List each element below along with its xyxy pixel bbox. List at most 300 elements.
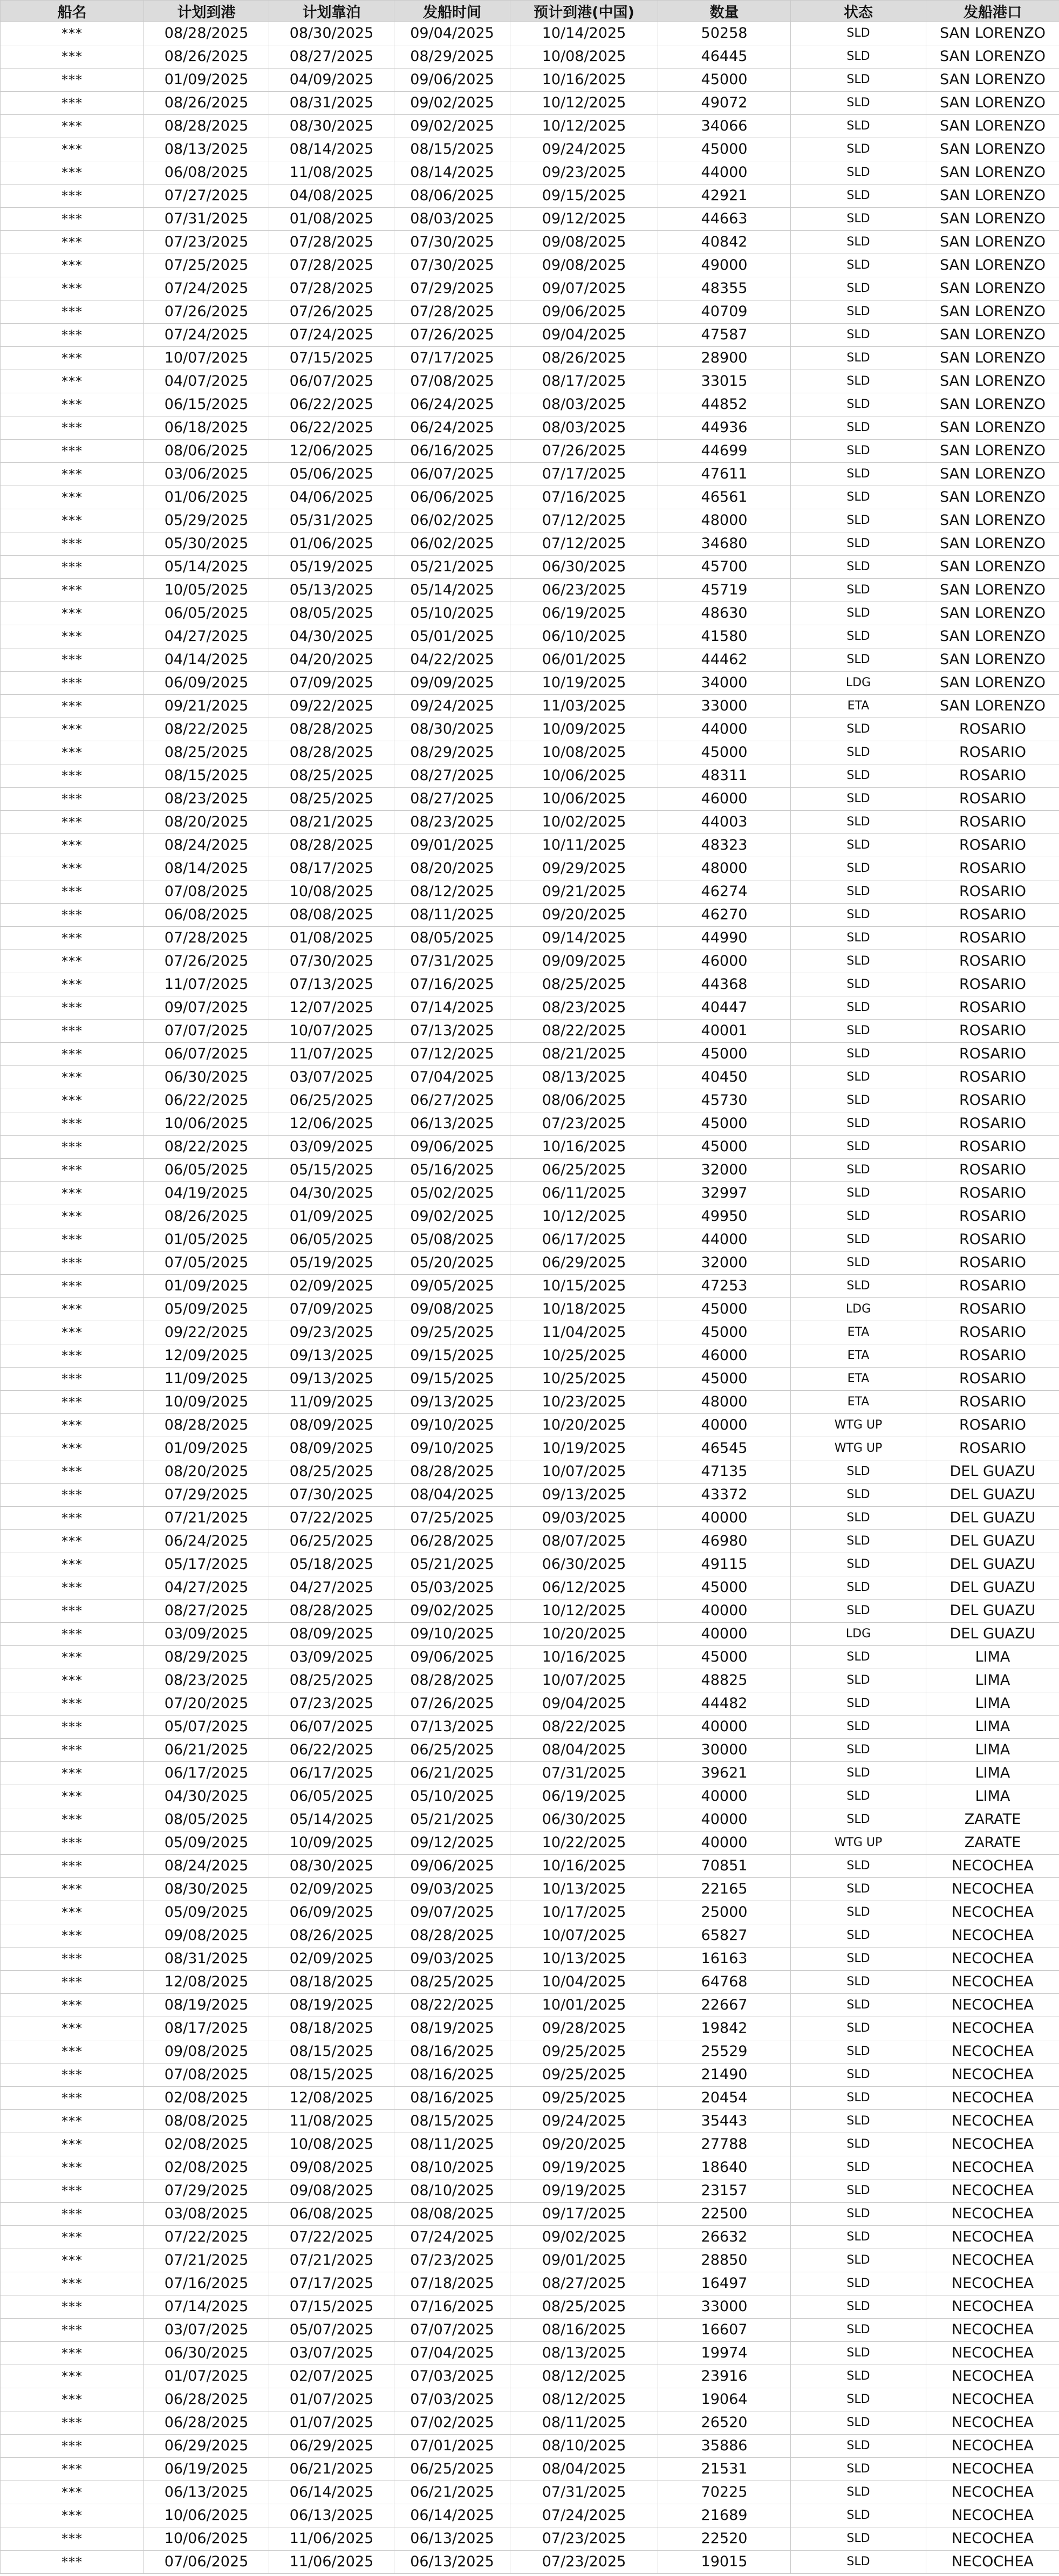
planned-berthing-cell: 08/09/2025 (269, 1437, 394, 1460)
table-row (1, 695, 1059, 718)
eta-china-cell: 10/04/2025 (510, 1971, 658, 1994)
status-cell: SLD (791, 602, 926, 625)
departure-date-cell: 08/10/2025 (394, 2156, 510, 2179)
planned-arrival-cell: 08/22/2025 (144, 718, 269, 741)
eta-china-cell: 10/11/2025 (510, 834, 658, 857)
departure-port-cell: NECOCHEA (926, 2040, 1059, 2063)
eta-china-cell: 08/07/2025 (510, 1530, 658, 1553)
planned-berthing-cell: 04/30/2025 (269, 1182, 394, 1205)
departure-date-cell: 08/15/2025 (394, 138, 510, 161)
column-header-planned-berthing: 计划靠泊 (269, 1, 394, 22)
quantity-cell: 70225 (658, 2481, 791, 2504)
status-cell: SLD (791, 834, 926, 857)
quantity-cell: 50258 (658, 22, 791, 45)
status-cell: SLD (791, 2481, 926, 2504)
status-cell: SLD (791, 2156, 926, 2179)
status-cell: SLD (791, 2342, 926, 2365)
departure-date-cell: 05/14/2025 (394, 579, 510, 602)
table-row (1, 1368, 1059, 1391)
table-row (1, 370, 1059, 393)
vessel-name-cell: *** (1, 1623, 144, 1646)
planned-berthing-cell: 08/15/2025 (269, 2040, 394, 2063)
status-cell: SLD (791, 2017, 926, 2040)
status-cell: SLD (791, 22, 926, 45)
status-cell: WTG UP (791, 1437, 926, 1460)
departure-date-cell: 09/06/2025 (394, 69, 510, 92)
vessel-name-cell: *** (1, 1275, 144, 1298)
eta-china-cell: 07/12/2025 (510, 532, 658, 556)
status-cell: SLD (791, 1600, 926, 1623)
status-cell: SLD (791, 92, 926, 115)
quantity-cell: 21531 (658, 2458, 791, 2481)
departure-port-cell: ROSARIO (926, 857, 1059, 880)
planned-arrival-cell: 09/08/2025 (144, 1924, 269, 1948)
status-cell: SLD (791, 277, 926, 300)
table-row (1, 788, 1059, 811)
departure-date-cell: 06/25/2025 (394, 2458, 510, 2481)
table-row (1, 2110, 1059, 2133)
planned-berthing-cell: 06/13/2025 (269, 2504, 394, 2527)
vessel-name-cell: *** (1, 788, 144, 811)
vessel-name-cell: *** (1, 2017, 144, 2040)
departure-port-cell: ROSARIO (926, 1391, 1059, 1414)
quantity-cell: 46000 (658, 1344, 791, 1368)
planned-arrival-cell: 07/31/2025 (144, 208, 269, 231)
eta-china-cell: 09/01/2025 (510, 2249, 658, 2272)
planned-arrival-cell: 06/30/2025 (144, 2342, 269, 2365)
departure-port-cell: NECOCHEA (926, 1924, 1059, 1948)
table-row (1, 2179, 1059, 2203)
table-row (1, 1507, 1059, 1530)
table-row (1, 45, 1059, 69)
departure-date-cell: 09/25/2025 (394, 1321, 510, 1344)
planned-berthing-cell: 02/09/2025 (269, 1878, 394, 1901)
planned-arrival-cell: 07/07/2025 (144, 1020, 269, 1043)
status-cell: SLD (791, 69, 926, 92)
departure-port-cell: NECOCHEA (926, 1948, 1059, 1971)
vessel-name-cell: *** (1, 2527, 144, 2551)
departure-port-cell: SAN LORENZO (926, 277, 1059, 300)
quantity-cell: 40000 (658, 1785, 791, 1808)
vessel-name-cell: *** (1, 1205, 144, 1228)
status-cell: SLD (791, 324, 926, 347)
departure-port-cell: NECOCHEA (926, 2435, 1059, 2458)
status-cell: SLD (791, 718, 926, 741)
vessel-name-cell: *** (1, 1252, 144, 1275)
status-cell: SLD (791, 880, 926, 904)
vessel-name-cell: *** (1, 1600, 144, 1623)
planned-berthing-cell: 09/08/2025 (269, 2156, 394, 2179)
vessel-name-cell: *** (1, 1066, 144, 1089)
status-cell: SLD (791, 1460, 926, 1484)
vessel-name-cell: *** (1, 2435, 144, 2458)
planned-berthing-cell: 01/07/2025 (269, 2411, 394, 2435)
status-cell: SLD (791, 2435, 926, 2458)
quantity-cell: 23916 (658, 2365, 791, 2388)
vessel-name-cell: *** (1, 718, 144, 741)
quantity-cell: 48311 (658, 764, 791, 788)
eta-china-cell: 09/21/2025 (510, 880, 658, 904)
planned-arrival-cell: 06/17/2025 (144, 1762, 269, 1785)
quantity-cell: 40842 (658, 231, 791, 254)
eta-china-cell: 10/09/2025 (510, 718, 658, 741)
status-cell: SLD (791, 1043, 926, 1066)
planned-berthing-cell: 07/26/2025 (269, 300, 394, 324)
departure-date-cell: 07/16/2025 (394, 2295, 510, 2319)
departure-port-cell: DEL GUAZU (926, 1484, 1059, 1507)
eta-china-cell: 11/04/2025 (510, 1321, 658, 1344)
table-row (1, 208, 1059, 231)
table-row (1, 1043, 1059, 1066)
eta-china-cell: 10/20/2025 (510, 1414, 658, 1437)
eta-china-cell: 09/29/2025 (510, 857, 658, 880)
eta-china-cell: 10/16/2025 (510, 69, 658, 92)
status-cell: SLD (791, 857, 926, 880)
planned-berthing-cell: 03/09/2025 (269, 1136, 394, 1159)
departure-port-cell: SAN LORENZO (926, 486, 1059, 509)
eta-china-cell: 07/16/2025 (510, 486, 658, 509)
planned-berthing-cell: 07/09/2025 (269, 1298, 394, 1321)
departure-port-cell: ROSARIO (926, 1275, 1059, 1298)
planned-arrival-cell: 06/24/2025 (144, 1530, 269, 1553)
vessel-name-cell: *** (1, 440, 144, 463)
departure-date-cell: 06/02/2025 (394, 532, 510, 556)
eta-china-cell: 09/04/2025 (510, 1692, 658, 1716)
eta-china-cell: 08/06/2025 (510, 1089, 658, 1112)
departure-date-cell: 05/08/2025 (394, 1228, 510, 1252)
departure-date-cell: 08/11/2025 (394, 2133, 510, 2156)
departure-port-cell: SAN LORENZO (926, 69, 1059, 92)
departure-port-cell: SAN LORENZO (926, 695, 1059, 718)
status-cell: SLD (791, 2458, 926, 2481)
planned-arrival-cell: 08/31/2025 (144, 1948, 269, 1971)
eta-china-cell: 08/25/2025 (510, 2295, 658, 2319)
status-cell: SLD (791, 788, 926, 811)
status-cell: SLD (791, 741, 926, 764)
planned-berthing-cell: 04/27/2025 (269, 1576, 394, 1600)
status-cell: SLD (791, 532, 926, 556)
vessel-name-cell: *** (1, 115, 144, 138)
vessel-name-cell: *** (1, 2481, 144, 2504)
departure-date-cell: 09/15/2025 (394, 1344, 510, 1368)
table-row (1, 904, 1059, 927)
quantity-cell: 44462 (658, 648, 791, 672)
planned-berthing-cell: 07/15/2025 (269, 347, 394, 370)
eta-china-cell: 10/16/2025 (510, 1855, 658, 1878)
planned-berthing-cell: 12/08/2025 (269, 2087, 394, 2110)
table-row (1, 1020, 1059, 1043)
status-cell: SLD (791, 556, 926, 579)
planned-berthing-cell: 08/25/2025 (269, 1669, 394, 1692)
quantity-cell: 34066 (658, 115, 791, 138)
planned-berthing-cell: 06/25/2025 (269, 1530, 394, 1553)
planned-arrival-cell: 07/08/2025 (144, 2063, 269, 2087)
eta-china-cell: 09/12/2025 (510, 208, 658, 231)
table-row (1, 277, 1059, 300)
planned-arrival-cell: 09/07/2025 (144, 996, 269, 1020)
eta-china-cell: 06/19/2025 (510, 1785, 658, 1808)
departure-port-cell: NECOCHEA (926, 2527, 1059, 2551)
departure-port-cell: SAN LORENZO (926, 625, 1059, 648)
quantity-cell: 45000 (658, 1368, 791, 1391)
vessel-name-cell: *** (1, 2365, 144, 2388)
departure-port-cell: DEL GUAZU (926, 1600, 1059, 1623)
eta-china-cell: 09/20/2025 (510, 904, 658, 927)
table-row (1, 440, 1059, 463)
table-row (1, 1112, 1059, 1136)
planned-berthing-cell: 08/21/2025 (269, 811, 394, 834)
departure-port-cell: SAN LORENZO (926, 22, 1059, 45)
vessel-name-cell: *** (1, 1994, 144, 2017)
vessel-name-cell: *** (1, 2179, 144, 2203)
departure-date-cell: 08/19/2025 (394, 2017, 510, 2040)
quantity-cell: 35886 (658, 2435, 791, 2458)
quantity-cell: 19015 (658, 2551, 791, 2574)
departure-date-cell: 08/15/2025 (394, 2110, 510, 2133)
table-row (1, 1808, 1059, 1832)
quantity-cell: 44936 (658, 416, 791, 440)
table-row (1, 1252, 1059, 1275)
eta-china-cell: 10/23/2025 (510, 1391, 658, 1414)
table-row (1, 2295, 1059, 2319)
vessel-name-cell: *** (1, 1739, 144, 1762)
departure-date-cell: 08/28/2025 (394, 1924, 510, 1948)
eta-china-cell: 10/13/2025 (510, 1878, 658, 1901)
planned-berthing-cell: 12/07/2025 (269, 996, 394, 1020)
eta-china-cell: 09/13/2025 (510, 1484, 658, 1507)
planned-arrival-cell: 03/07/2025 (144, 2319, 269, 2342)
table-row (1, 532, 1059, 556)
table-row (1, 2156, 1059, 2179)
quantity-cell: 40000 (658, 1832, 791, 1855)
planned-berthing-cell: 10/07/2025 (269, 1020, 394, 1043)
table-row (1, 973, 1059, 996)
departure-port-cell: SAN LORENZO (926, 370, 1059, 393)
planned-arrival-cell: 12/09/2025 (144, 1344, 269, 1368)
status-cell: LDG (791, 1623, 926, 1646)
vessel-name-cell: *** (1, 904, 144, 927)
status-cell: SLD (791, 2388, 926, 2411)
departure-date-cell: 07/30/2025 (394, 231, 510, 254)
quantity-cell: 44000 (658, 718, 791, 741)
departure-date-cell: 09/09/2025 (394, 672, 510, 695)
table-row (1, 2249, 1059, 2272)
status-cell: SLD (791, 1971, 926, 1994)
table-row (1, 2551, 1059, 2574)
quantity-cell: 49000 (658, 254, 791, 277)
vessel-name-cell: *** (1, 1484, 144, 1507)
departure-date-cell: 07/29/2025 (394, 277, 510, 300)
vessel-name-cell: *** (1, 880, 144, 904)
status-cell: SLD (791, 1136, 926, 1159)
status-cell: SLD (791, 1762, 926, 1785)
status-cell: SLD (791, 347, 926, 370)
departure-date-cell: 06/21/2025 (394, 2481, 510, 2504)
vessel-name-cell: *** (1, 509, 144, 532)
quantity-cell: 28850 (658, 2249, 791, 2272)
eta-china-cell: 08/04/2025 (510, 1739, 658, 1762)
quantity-cell: 40000 (658, 1623, 791, 1646)
planned-arrival-cell: 08/24/2025 (144, 1855, 269, 1878)
departure-date-cell: 06/21/2025 (394, 1762, 510, 1785)
status-cell: ETA (791, 1321, 926, 1344)
table-row (1, 393, 1059, 416)
quantity-cell: 44852 (658, 393, 791, 416)
quantity-cell: 32997 (658, 1182, 791, 1205)
planned-arrival-cell: 08/15/2025 (144, 764, 269, 788)
planned-arrival-cell: 07/27/2025 (144, 185, 269, 208)
status-cell: SLD (791, 2249, 926, 2272)
departure-date-cell: 07/18/2025 (394, 2272, 510, 2295)
quantity-cell: 44368 (658, 973, 791, 996)
eta-china-cell: 10/16/2025 (510, 1136, 658, 1159)
table-row (1, 1716, 1059, 1739)
quantity-cell: 16163 (658, 1948, 791, 1971)
planned-arrival-cell: 05/09/2025 (144, 1832, 269, 1855)
table-row (1, 115, 1059, 138)
eta-china-cell: 09/06/2025 (510, 300, 658, 324)
eta-china-cell: 10/12/2025 (510, 1600, 658, 1623)
table-row (1, 2504, 1059, 2527)
vessel-name-cell: *** (1, 1228, 144, 1252)
table-row (1, 1646, 1059, 1669)
planned-berthing-cell: 05/14/2025 (269, 1808, 394, 1832)
departure-port-cell: NECOCHEA (926, 2551, 1059, 2574)
vessel-name-cell: *** (1, 1507, 144, 1530)
status-cell: SLD (791, 1739, 926, 1762)
planned-arrival-cell: 08/14/2025 (144, 857, 269, 880)
table-row (1, 950, 1059, 973)
departure-date-cell: 08/16/2025 (394, 2063, 510, 2087)
vessel-name-cell: *** (1, 69, 144, 92)
status-cell: SLD (791, 1507, 926, 1530)
status-cell: SLD (791, 185, 926, 208)
departure-date-cell: 06/13/2025 (394, 2527, 510, 2551)
eta-china-cell: 10/19/2025 (510, 1437, 658, 1460)
departure-port-cell: ROSARIO (926, 1252, 1059, 1275)
eta-china-cell: 08/13/2025 (510, 1066, 658, 1089)
departure-port-cell: SAN LORENZO (926, 115, 1059, 138)
departure-date-cell: 08/29/2025 (394, 741, 510, 764)
departure-date-cell: 05/01/2025 (394, 625, 510, 648)
planned-berthing-cell: 10/08/2025 (269, 880, 394, 904)
departure-date-cell: 07/03/2025 (394, 2365, 510, 2388)
quantity-cell: 19974 (658, 2342, 791, 2365)
departure-port-cell: NECOCHEA (926, 2458, 1059, 2481)
planned-berthing-cell: 11/06/2025 (269, 2551, 394, 2574)
departure-date-cell: 06/13/2025 (394, 2551, 510, 2574)
departure-date-cell: 08/16/2025 (394, 2040, 510, 2063)
departure-port-cell: NECOCHEA (926, 2272, 1059, 2295)
planned-berthing-cell: 07/24/2025 (269, 324, 394, 347)
eta-china-cell: 08/10/2025 (510, 2435, 658, 2458)
status-cell: SLD (791, 2203, 926, 2226)
table-row (1, 1994, 1059, 2017)
departure-port-cell: SAN LORENZO (926, 416, 1059, 440)
status-cell: SLD (791, 1716, 926, 1739)
eta-china-cell: 08/16/2025 (510, 2319, 658, 2342)
planned-arrival-cell: 11/09/2025 (144, 1368, 269, 1391)
departure-date-cell: 05/16/2025 (394, 1159, 510, 1182)
table-row (1, 602, 1059, 625)
table-row (1, 92, 1059, 115)
vessel-name-cell: *** (1, 2551, 144, 2574)
planned-arrival-cell: 01/09/2025 (144, 69, 269, 92)
table-row (1, 22, 1059, 45)
status-cell: SLD (791, 648, 926, 672)
quantity-cell: 45000 (658, 741, 791, 764)
planned-berthing-cell: 08/28/2025 (269, 741, 394, 764)
departure-port-cell: NECOCHEA (926, 2203, 1059, 2226)
departure-port-cell: SAN LORENZO (926, 45, 1059, 69)
planned-arrival-cell: 10/06/2025 (144, 2527, 269, 2551)
planned-berthing-cell: 07/13/2025 (269, 973, 394, 996)
vessel-name-cell: *** (1, 161, 144, 185)
table-row (1, 2017, 1059, 2040)
vessel-name-cell: *** (1, 1112, 144, 1136)
eta-china-cell: 07/23/2025 (510, 1112, 658, 1136)
planned-arrival-cell: 06/13/2025 (144, 2481, 269, 2504)
quantity-cell: 30000 (658, 1739, 791, 1762)
planned-berthing-cell: 05/19/2025 (269, 556, 394, 579)
planned-berthing-cell: 03/07/2025 (269, 2342, 394, 2365)
departure-date-cell: 08/03/2025 (394, 208, 510, 231)
vessel-name-cell: *** (1, 1437, 144, 1460)
vessel-name-cell: *** (1, 2226, 144, 2249)
planned-arrival-cell: 08/26/2025 (144, 45, 269, 69)
eta-china-cell: 08/17/2025 (510, 370, 658, 393)
quantity-cell: 33015 (658, 370, 791, 393)
planned-arrival-cell: 08/30/2025 (144, 1878, 269, 1901)
planned-berthing-cell: 07/17/2025 (269, 2272, 394, 2295)
vessel-name-cell: *** (1, 2319, 144, 2342)
column-header-departure-date: 发船时间 (394, 1, 510, 22)
departure-port-cell: ZARATE (926, 1832, 1059, 1855)
table-row (1, 1136, 1059, 1159)
quantity-cell: 46000 (658, 950, 791, 973)
quantity-cell: 41580 (658, 625, 791, 648)
departure-port-cell: NECOCHEA (926, 2365, 1059, 2388)
table-row (1, 138, 1059, 161)
planned-berthing-cell: 11/07/2025 (269, 1043, 394, 1066)
departure-date-cell: 06/14/2025 (394, 2504, 510, 2527)
status-cell: SLD (791, 2133, 926, 2156)
planned-berthing-cell: 07/15/2025 (269, 2295, 394, 2319)
departure-port-cell: NECOCHEA (926, 1994, 1059, 2017)
status-cell: SLD (791, 1994, 926, 2017)
table-row (1, 1669, 1059, 1692)
status-cell: SLD (791, 811, 926, 834)
table-row (1, 1762, 1059, 1785)
eta-china-cell: 09/15/2025 (510, 185, 658, 208)
eta-china-cell: 08/04/2025 (510, 2458, 658, 2481)
departure-date-cell: 08/06/2025 (394, 185, 510, 208)
table-row (1, 1159, 1059, 1182)
planned-arrival-cell: 06/28/2025 (144, 2411, 269, 2435)
planned-berthing-cell: 12/06/2025 (269, 440, 394, 463)
planned-arrival-cell: 08/28/2025 (144, 115, 269, 138)
planned-berthing-cell: 04/08/2025 (269, 185, 394, 208)
eta-china-cell: 06/29/2025 (510, 1252, 658, 1275)
quantity-cell: 48355 (658, 277, 791, 300)
vessel-name-cell: *** (1, 486, 144, 509)
table-row (1, 1321, 1059, 1344)
vessel-name-cell: *** (1, 1855, 144, 1878)
table-row (1, 1484, 1059, 1507)
planned-berthing-cell: 12/06/2025 (269, 1112, 394, 1136)
departure-date-cell: 05/20/2025 (394, 1252, 510, 1275)
status-cell: SLD (791, 1020, 926, 1043)
